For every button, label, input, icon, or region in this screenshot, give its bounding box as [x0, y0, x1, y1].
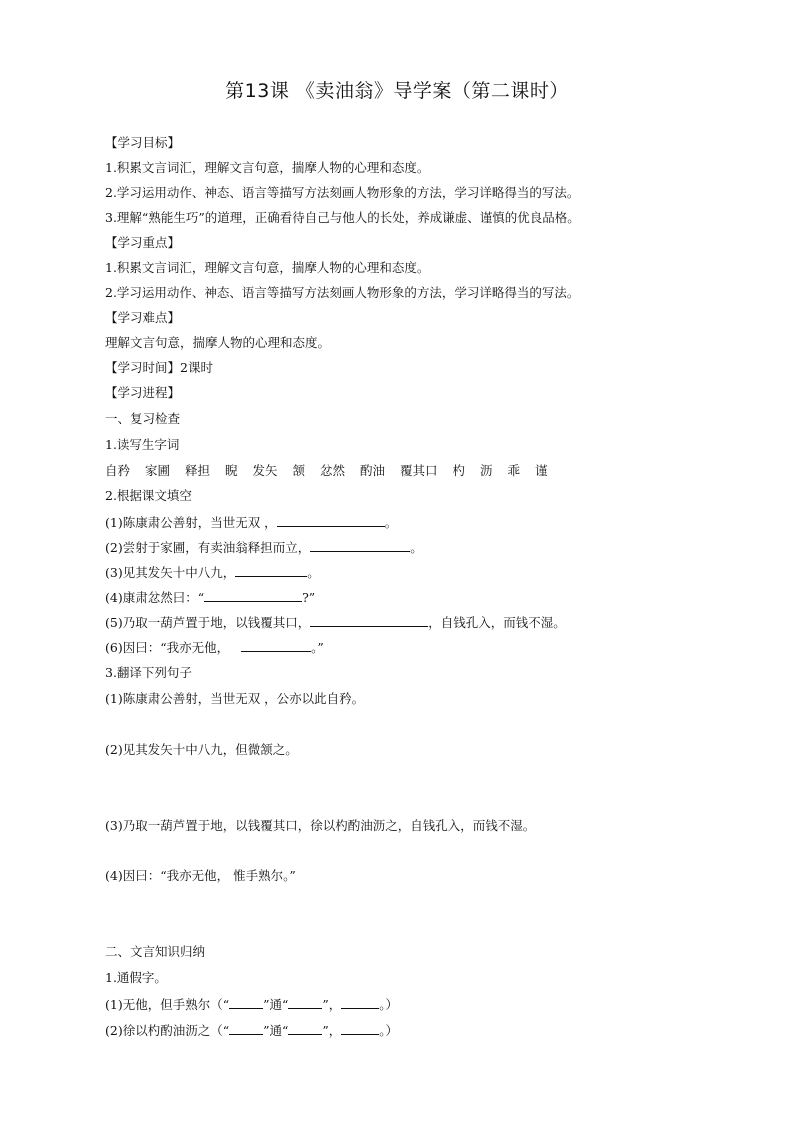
- answer-blank[interactable]: [229, 995, 263, 1009]
- fill-item: (3)见其发矢十中八九， 。: [105, 565, 320, 580]
- answer-blank[interactable]: [229, 1021, 263, 1035]
- objective-2: 2.学习运用动作、神态、语言等描写方法刻画人物形象的方法，学习详略得当的写法。: [105, 185, 580, 200]
- process-heading: 【学习进程】: [105, 385, 181, 400]
- answer-blank[interactable]: [288, 995, 322, 1009]
- fill-item: (6)因曰：“我亦无他， 。”: [105, 640, 324, 655]
- tongjiazi-heading: 1.通假字。: [105, 970, 167, 985]
- vocab-word: 释担: [185, 463, 211, 478]
- answer-blank[interactable]: [341, 1021, 379, 1035]
- key-point-2: 2.学习运用动作、神态、语言等描写方法刻画人物形象的方法，学习详略得当的写法。: [105, 285, 580, 300]
- translate-item: (1)陈康肃公善射，当世无双 ，公亦以此自矜。: [105, 691, 365, 706]
- section1-heading: 一、复习检查: [105, 411, 181, 426]
- answer-blank[interactable]: [277, 513, 385, 527]
- vocab-word: 自矜: [105, 463, 131, 478]
- answer-blank[interactable]: [204, 588, 302, 602]
- q3-heading: 3.翻译下列句子: [105, 665, 192, 680]
- vocab-word: 颔: [292, 463, 306, 478]
- vocab-word: 发矢: [252, 463, 278, 478]
- vocab-word: 沥: [480, 463, 493, 478]
- objectives-heading: 【学习目标】: [105, 135, 181, 150]
- answer-blank[interactable]: [241, 638, 311, 652]
- q1-heading: 1.读写生字词: [105, 437, 180, 452]
- fill-item: (2)尝射于家圃，有卖油翁释担而立， 。: [105, 540, 423, 555]
- vocab-word: 覆其口: [400, 463, 438, 478]
- answer-blank[interactable]: [310, 613, 428, 627]
- study-time: 【学习时间】2课时: [105, 360, 213, 375]
- vocab-word: 家圃: [145, 463, 171, 478]
- fill-item: (1)陈康肃公善射，当世无双 ， 。: [105, 515, 398, 530]
- key-point-1: 1.积累文言词汇，理解文言句意，揣摩人物的心理和态度。: [105, 260, 430, 275]
- vocab-word: 乖: [507, 463, 521, 478]
- translate-item: (4)因曰：“我亦无他， 惟手熟尔。”: [105, 868, 296, 883]
- tongjiazi-item: (2)徐以杓酌油沥之（“ ”通“ ”， 。）: [105, 1023, 399, 1038]
- vocab-word: 酌油: [360, 463, 386, 478]
- vocab-word: 睨: [225, 463, 238, 478]
- difficulty-text: 理解文言句意，揣摩人物的心理和态度。: [105, 335, 331, 350]
- answer-blank[interactable]: [310, 538, 410, 552]
- key-points-heading: 【学习重点】: [105, 235, 181, 250]
- vocab-word: 杓: [452, 463, 466, 478]
- difficulty-heading: 【学习难点】: [105, 310, 181, 325]
- translate-item: (3)乃取一葫芦置于地，以钱覆其口，徐以杓酌油沥之，自钱孔入，而钱不湿。: [105, 818, 536, 833]
- vocab-list: [105, 462, 559, 480]
- objective-1: 1.积累文言词汇，理解文言句意，揣摩人物的心理和态度。: [105, 160, 430, 175]
- tongjiazi-item: (1)无他，但手熟尔（“ ”通“ ”， 。）: [105, 997, 399, 1012]
- vocab-word: 忿然: [320, 463, 346, 478]
- fill-item: (5)乃取一葫芦置于地，以钱覆其口， ，自钱孔入，而钱不湿。: [105, 615, 566, 630]
- q2-heading: 2.根据课文填空: [105, 488, 192, 503]
- section2-heading: 二、文言知识归纳: [105, 944, 206, 959]
- translate-item: (2)见其发矢十中八九，但微颔之。: [105, 742, 298, 757]
- page-title: 第13课 《卖油翁》导学案（第二课时）: [225, 80, 569, 102]
- answer-blank[interactable]: [341, 995, 379, 1009]
- objective-3: 3.理解“熟能生巧”的道理，正确看待自己与他人的长处，养成谦虚、谨慎的优良品格。: [105, 210, 580, 225]
- answer-blank[interactable]: [288, 1021, 322, 1035]
- answer-blank[interactable]: [235, 563, 307, 577]
- fill-item: (4)康肃忿然曰：“ ?”: [105, 590, 316, 605]
- vocab-word: 谨: [535, 463, 548, 478]
